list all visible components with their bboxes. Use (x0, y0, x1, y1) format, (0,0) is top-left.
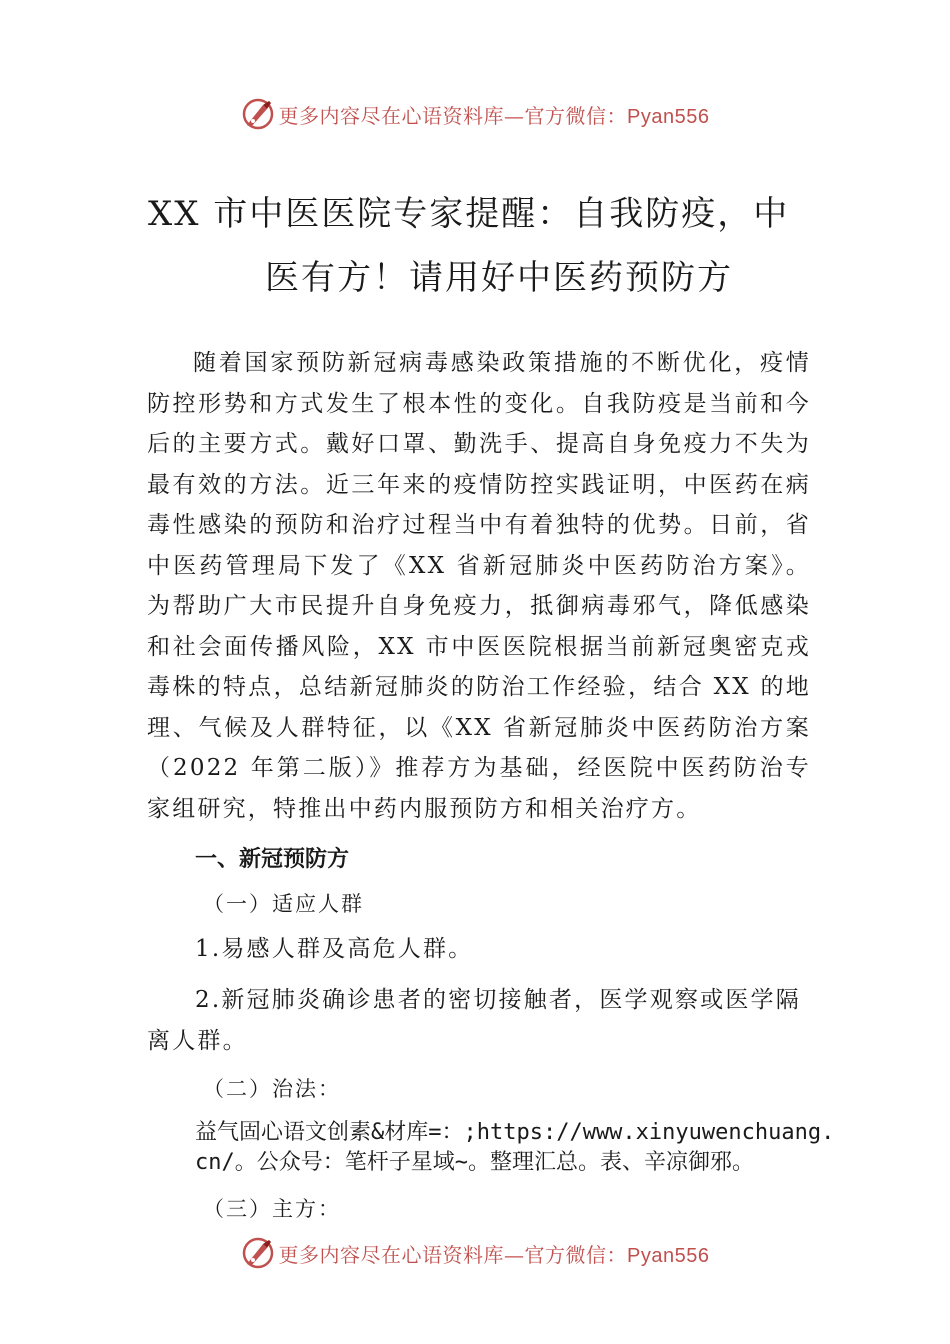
title-line-2: 医有方！请用好中医药预防方 (265, 258, 733, 298)
quill-pen-logo-icon (241, 1236, 275, 1270)
quill-pen-logo-icon (241, 97, 275, 131)
header-wechat-handle: Pyan556 (627, 105, 710, 128)
list-item-2: 2.新冠肺炎确诊患者的密切接触者，医学观察或医学隔离人群。 (147, 987, 801, 1054)
treatment-method-text: 益气固心语文创素&材库=：;https://www.xinyuwenchuang.cn/。公众号：笔杆子星域~。整理汇总。表、辛凉御邪。 (195, 1120, 835, 1175)
subheading-main-prescription: （三）主方： (203, 1197, 341, 1221)
title-line-1: XX 市中医医院专家提醒：自我防疫，中 (148, 194, 790, 234)
document-body (147, 343, 835, 1224)
subheading-treatment-method: （二）治法： (203, 1077, 341, 1101)
document-title (0, 182, 950, 310)
footer-banner (0, 1231, 950, 1275)
intro-paragraph: 随着国家预防新冠病毒感染政策措施的不断优化，疫情防控形势和方式发生了根本性的变化。自我防疫是当前和今后的主要方式。戴好口罩、勤洗手、提高自身免疫力不失为最有效的方法。近三年来的疫情防控实践证明，中医药在病毒性感染的预防和治疗过程当中有着独特的优势。日前，省中医药管理局下发了《XX 省新冠肺炎中医药防治方案》。为帮助广大市民提升自身免疫力，抵御病毒邪气，降低感染和社会面传播风险，XX 市中医医院根据当前新冠奥密克戎毒株的特点，总结新冠肺炎的防治工作经验，结合 XX 的地理、气候及人群特征，以《XX 省新冠肺炎中医药防治方案（2022 年第二版）》推荐方为基础，经医院中医药防治专家组研究，特推出中药内服预防方和相关治疗方。 (147, 350, 811, 822)
header-banner-text: 更多内容尽在心语资料库—官方微信：Pyan556 (278, 103, 710, 128)
section-heading-prevention: 一、新冠预防方 (195, 847, 350, 872)
footer-wechat-handle: Pyan556 (627, 1244, 710, 1267)
subheading-target-population: （一）适应人群 (203, 892, 364, 916)
header-banner (0, 92, 950, 136)
list-item-1: 1.易感人群及高危人群。 (195, 936, 474, 962)
footer-banner-text: 更多内容尽在心语资料库—官方微信：Pyan556 (278, 1242, 710, 1267)
